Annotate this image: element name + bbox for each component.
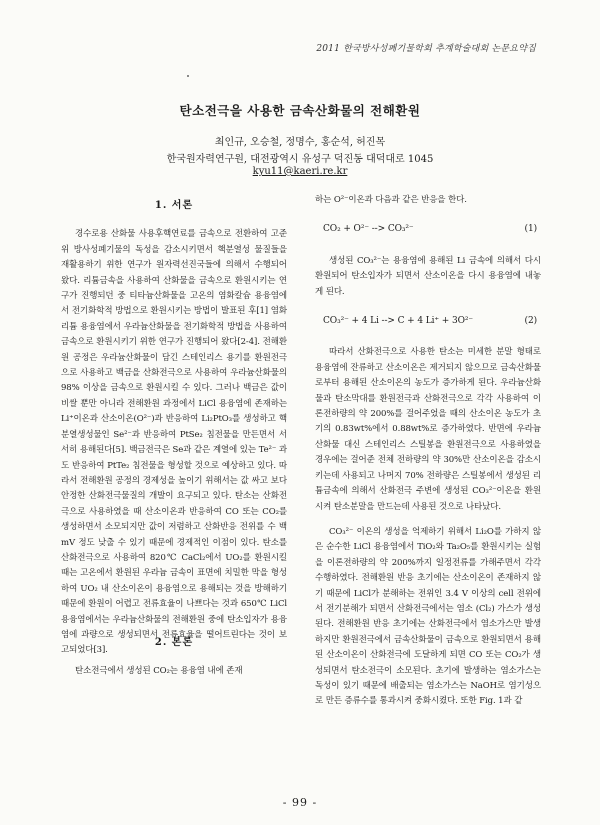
equation-2-number: (2) xyxy=(524,316,537,327)
method-paragraph-1: 탄소전극에서 생성된 CO₂는 용융염 내에 존재 xyxy=(75,666,243,677)
method-paragraph-5: CO₃²⁻ 이온의 생성을 억제하기 위해서 Li₂O를 가하지 않은 순수한 LiCl 용융염에서 TiO₂와 Ta₂O₅를 환원시키는 실험을 이론전하량의 약 200%까지 일정전류를 가해주면서 각각 수행하였다. 전해환원 반응 초기에는 산소이온이 존재하지 않기 때문에 LiCl가 분해하는 전위인 3.4 V 이상의 cell 전위에서 전기분해가 되면서 산화전극에서는 염소 (Cl₂) 가스가 생성된다. 전해환원 반응 초기에는 산화전극에서 염소가스만 발생하지만 환원전극에서 금속산화물이 금속으로 환원되면서 용해된 산소이온이 산화전극에 도달하게 되면 CO 또는 CO₂가 생성되면서 탄소전극이 소모된다. 초기에 발생하는 염소가스는 독성이 있기 때문에 배출되는 염소가스는 NaOH로 염기성으로 만든 증류수를 통과시켜 중화시켰다. 또한 Fig. 1과 같 xyxy=(315,526,541,707)
equation-2-body: CO₃²⁻ + 4 Li --> C + 4 Li⁺ + 3O²⁻ xyxy=(323,316,474,327)
equation-1-number: (1) xyxy=(524,224,537,235)
left-column xyxy=(61,200,287,680)
equation-1-body: CO₂ + O²⁻ --> CO₃²⁻ xyxy=(323,224,414,235)
intro-paragraph: 경수로용 산화물 사용후핵연료를 금속으로 전환하여 고준위 방사성폐기물의 독성을 감소시키면서 핵분열성 물질들을 재활용하기 위한 연구가 원자력선진국들에 의해서 수행되어 왔다. 리튬금속을 사용하여 산화물을 금속으로 환원시키는 연구가 진행되던 중 티타늄산화물을 고온의 염화칼슘 용융염에서 전기화학적 방법으로 환원시키는 방법이 발표된 후[1] 염화리튬 용융염에서 우라늄산화물을 전기화학적 방법을 사용하여 금속으로 환원시키기 위한 연구가 진행되어 왔다[2-4]. 전해환원 공정은 우라늄산화물이 담긴 스테인리스 용기를 환원전극으로 사용하고 백금을 산화전극으로 사용하여 우라늄산화물의 98% 이상을 금속으로 환원시킬 수 있다. 그러나 백금은 값이 비쌀 뿐만 아니라 전해환원 과정에서 LiCl 용융염에 존재하는 Li⁺이온과 산소이온(O²⁻)과 반응하여 Li₂PtO₃를 생성하고 핵분열생성물인 Se²⁻과 반응하여 PtSe₂ 침전물을 만든면서 서서히 용해된다[5]. 백금전극은 Se과 같은 계열에 있는 Te²⁻ 과도 반응하여 PtTe₂ 침전물을 형성할 것으로 예상하고 있다. 따라서 전해환원 공정의 경제성을 높이기 위해서는 값 싸고 보다 안정한 산화전극물질의 개발이 요구되고 있다. 탄소는 산화전극으로 사용하였을 때 산소이온과 반응하여 CO 또는 CO₂를 생성하면서 소모되지만 값이 저렴하고 산화반응 전위를 수 백 mV 정도 낮출 수 있기 때문에 경제적인 이점이 있다. 탄소를 산화전극으로 사용하여 820℃ CaCl₂에서 UO₂를 환원시킬 때는 고온에서 환원된 우라늄 금속이 표면에 치밀한 막을 형성하여 UO₂ 내 산소이온이 용융염으로 용해되는 것을 방해하기 때문에 환원이 어렵고 전류효율이 나쁘다는 것과 650℃ LiCl 용융염에서는 우라늄산화물의 전해환원 중에 탄소입자가 용융염에 과량으로 생성되면서 전류효율을 떨어트린다는 것이 보고되었다[3]. xyxy=(61,229,287,656)
paper-title: 탄소전극을 사용한 금속산화물의 전해환원 xyxy=(179,103,421,118)
scan-dot xyxy=(187,75,189,77)
section-heading-method: 2. 본론 xyxy=(154,636,194,648)
equation-1 xyxy=(315,222,541,237)
method-paragraph-4: 따라서 산화전극으로 사용한 탄소는 미세한 분말 형태로 용융염에 잔류하고 산소이온은 제거되지 않으므로 금속산화물로부터 용해된 산소이온의 농도가 증가하게 된다. 우라늄산화물과 탄소막대를 환원전극과 산화전극으로 각각 사용하여 이론전하량의 약 200%를 걸어주었을 때의 산소이온 농도가 초기의 0.83wt%에서 0.88wt%로 증가하였다. 반면에 우라늄산화물 대신 스테인리스 스틸봉을 환원전극으로 사용하였을 경우에는 걸어준 전체 전하량의 약 30%만 산소이온을 감소시키는데 사용되고 나머지 70% 전하량은 스틸봉에서 생성된 리튬금속에 의해서 산화전극 주변에 생성된 CO₃²⁻이온을 환원시켜 탄소분말을 만드는데 사용된 것으로 나타났다. xyxy=(315,347,541,512)
running-header: 2011 한국방사성폐기물학회 추계학술대회 논문요약집 xyxy=(316,44,536,54)
section-heading-intro: 1. 서론 xyxy=(154,200,194,211)
email xyxy=(0,166,600,177)
method-paragraph-3: 생성된 CO₃²⁻는 용융염에 용해된 Li 금속에 의해서 다시 환원되어 탄소입자가 되면서 산소이온을 다시 용융염에 내놓게 된다. xyxy=(315,255,541,297)
affiliation: 한국원자력연구원, 대전광역시 유성구 덕진동 대덕대로 1045 xyxy=(166,154,434,165)
method-paragraph-2: 하는 O²⁻이온과 다음과 같은 반응을 한다. xyxy=(315,195,467,205)
page-number: - 99 - xyxy=(282,796,318,809)
author-list: 최인규, 오승철, 정명수, 홍순석, 허진목 xyxy=(214,137,386,148)
email-text: kyu11@kaeri.re.kr xyxy=(252,166,348,177)
equation-2 xyxy=(315,314,541,329)
right-column xyxy=(315,193,541,710)
